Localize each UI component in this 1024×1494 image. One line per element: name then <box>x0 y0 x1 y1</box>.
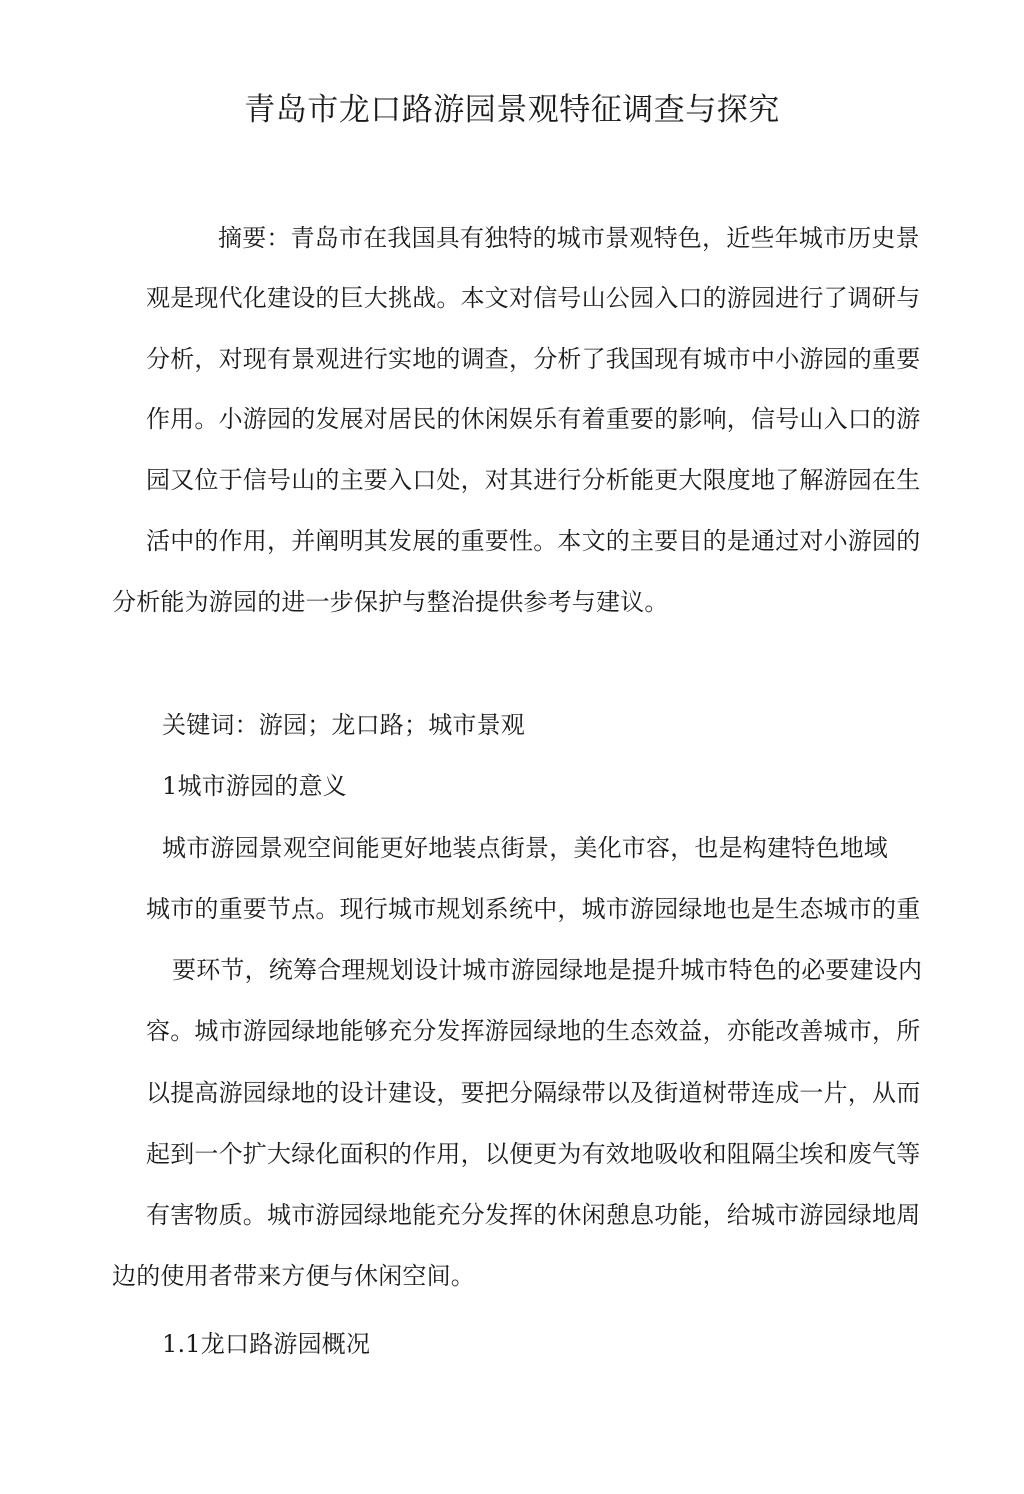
abstract-line: 分析能为游园的进一步保护与整治提供参考与建议。 <box>112 588 669 616</box>
abstract-line: 活中的作用，并阐明其发展的重要性。本文的主要目的是通过对小游园的 <box>146 527 921 555</box>
keywords-line: 关键词：游园；龙口路；城市景观 <box>162 711 525 739</box>
body-line: 要环节，统筹合理规划设计城市游园绿地是提升城市特色的必要建设内 <box>172 956 923 984</box>
abstract-line: 园又位于信号山的主要入口处，对其进行分析能更大限度地了解游园在生 <box>146 466 921 494</box>
body-line: 边的使用者带来方便与休闲空间。 <box>112 1262 475 1290</box>
body-line: 容。城市游园绿地能够充分发挥游园绿地的生态效益，亦能改善城市，所 <box>146 1017 921 1045</box>
body-line: 有害物质。城市游园绿地能充分发挥的休闲憩息功能，给城市游园绿地周 <box>146 1201 921 1229</box>
body-line: 城市的重要节点。现行城市规划系统中，城市游园绿地也是生态城市的重 <box>146 895 921 923</box>
document-title: 青岛市龙口路游园景观特征调查与探究 <box>244 92 780 128</box>
body-line: 以提高游园绿地的设计建设，要把分隔绿带以及街道树带连成一片，从而 <box>146 1079 921 1107</box>
body-line: 起到一个扩大绿化面积的作用，以便更为有效地吸收和阻隔尘埃和废气等 <box>146 1140 921 1168</box>
abstract-line: 作用。小游园的发展对居民的休闲娱乐有着重要的影响，信号山入口的游 <box>146 405 921 433</box>
abstract-line: 摘要：青岛市在我国具有独特的城市景观特色，近些年城市历史景 <box>218 224 920 252</box>
body-line: 城市游园景观空间能更好地装点街景，美化市容，也是构建特色地域 <box>162 834 888 862</box>
abstract-line: 分析，对现有景观进行实地的调查，分析了我国现有城市中小游园的重要 <box>146 345 921 373</box>
abstract-line: 观是现代化建设的巨大挑战。本文对信号山公园入口的游园进行了调研与 <box>146 284 921 312</box>
subsection-heading: 1.1龙口路游园概况 <box>162 1330 371 1358</box>
section-heading: 1城市游园的意义 <box>162 772 347 800</box>
